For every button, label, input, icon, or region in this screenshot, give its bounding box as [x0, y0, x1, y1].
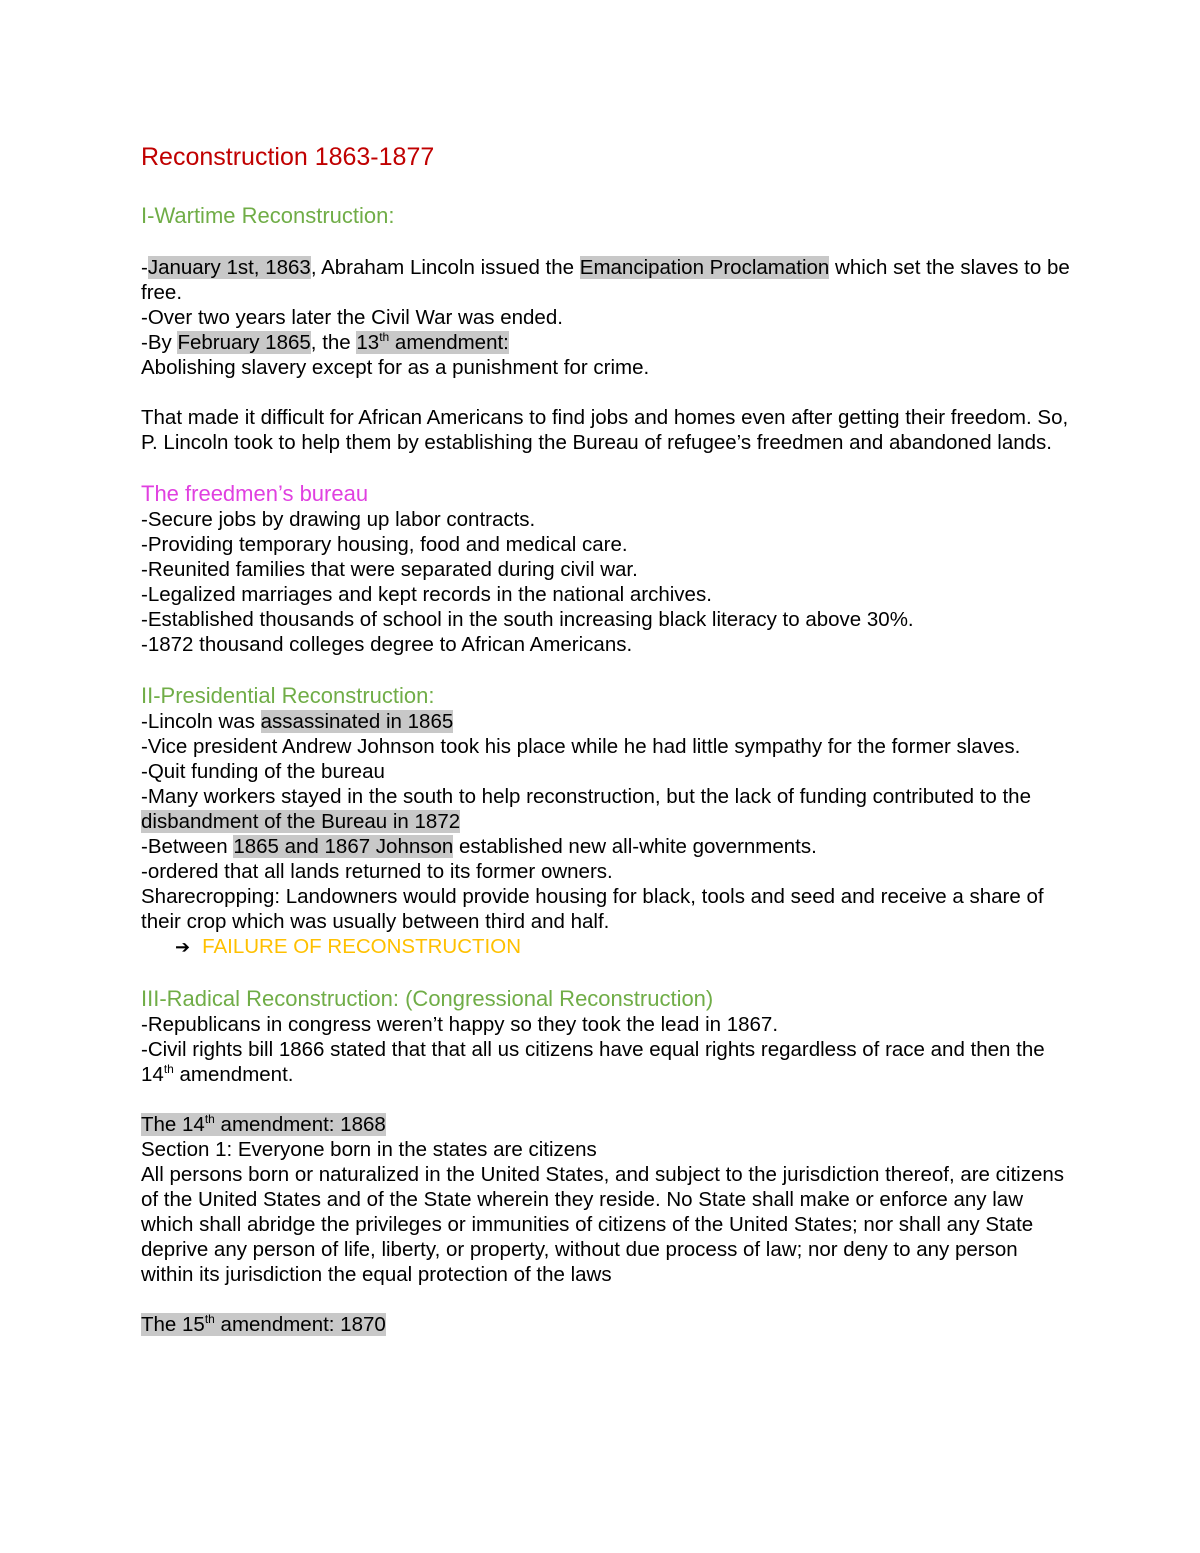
paragraph-section-1: Section 1: Everyone born in the states are citizens [141, 1138, 597, 1161]
list-item: -Providing temporary housing, food and medical care. [141, 533, 628, 556]
paragraph-emancipation: -January 1st, 1863, Abraham Lincoln issued the Emancipation Proclamation which set the slaves to be free. [141, 256, 1070, 304]
paragraph-disbandment: -Many workers stayed in the south to help reconstruction, but the lack of funding contributed to the disbandment of the Bureau in 1872 [141, 785, 1031, 833]
heading-15th-amendment [141, 1312, 1071, 1337]
document-page [141, 142, 1071, 1337]
list-item: -Legalized marriages and kept records in the national archives. [141, 583, 712, 606]
section-heading-radical: III-Radical Reconstruction: (Congressional Reconstruction) [141, 986, 714, 1011]
paragraph-quit-funding: -Quit funding of the bureau [141, 760, 385, 783]
highlight-15th: The 15th amendment: 1870 [141, 1312, 386, 1336]
page-title: Reconstruction 1863-1877 [141, 143, 435, 171]
highlight-feb-1865: February 1865 [177, 331, 311, 354]
paragraph-all-white: -Between 1865 and 1867 Johnson established new all-white governments. [141, 835, 817, 858]
highlight-date: January 1st, 1863 [147, 256, 311, 279]
section-heading-presidential: II-Presidential Reconstruction: [141, 683, 435, 708]
highlight-1865-1867: 1865 and 1867 Johnson [233, 835, 454, 858]
highlight-13th: 13th amendment: [356, 330, 509, 354]
paragraph-assassinated: -Lincoln was assassinated in 1865 [141, 710, 454, 733]
paragraph-14th-text: All persons born or naturalized in the United States, and subject to the jurisdiction thereof, are citizens of the United States and of the State wherein they reside. No State shall make or enforce any law which shall abridge the privileges or immunities of citizens of the United States; nor shall any State deprive any person of life, liberty, or property, without due process of law; nor deny to any person within its jurisdiction the equal protection of the laws [141, 1163, 1065, 1286]
arrow-right-icon: ➔ [175, 937, 191, 957]
highlight-assassinated: assassinated in 1865 [260, 710, 454, 733]
failure-bullet: ➔ FAILURE OF RECONSTRUCTION [175, 935, 522, 958]
paragraph-13th-amendment: -By February 1865, the 13th amendment: [141, 330, 509, 354]
list-item: -1872 thousand colleges degree to African Americans. [141, 633, 633, 656]
list-item: -Reunited families that were separated during civil war. [141, 558, 638, 581]
list-item: -Established thousands of school in the south increasing black literacy to above 30%. [141, 608, 914, 631]
highlight-proclamation: Emancipation Proclamation [579, 256, 830, 279]
paragraph-war-ended: -Over two years later the Civil War was ended. [141, 306, 563, 329]
heading-14th-amendment [141, 1112, 1071, 1137]
section-heading-bureau: The freedmen’s bureau [141, 481, 369, 506]
paragraph-lands: -ordered that all lands returned to its former owners. [141, 860, 613, 883]
paragraph-civil-rights-bill: -Civil rights bill 1866 stated that that all us citizens have equal rights regardless of race and then the 14th amendment. [141, 1038, 1045, 1086]
paragraph-republicans: -Republicans in congress weren’t happy so they took the lead in 1867. [141, 1013, 779, 1036]
section-heading-wartime: I-Wartime Reconstruction: [141, 203, 395, 228]
highlight-disbandment: disbandment of the Bureau in 1872 [141, 810, 461, 833]
paragraph-bureau-intro: That made it difficult for African Americans to find jobs and homes even after getting their freedom. So, P. Lincoln took to help them by establishing the Bureau of refugee’s freedmen and abandoned lands. [141, 406, 1069, 454]
paragraph-abolishing: Abolishing slavery except for as a punishment for crime. [141, 356, 650, 379]
list-item: -Secure jobs by drawing up labor contracts. [141, 508, 536, 531]
paragraph-johnson: -Vice president Andrew Johnson took his place while he had little sympathy for the former slaves. [141, 735, 1021, 758]
paragraph-sharecropping: Sharecropping: Landowners would provide housing for black, tools and seed and receive a share of their crop which was usually between third and half. [141, 885, 1044, 933]
highlight-14th: The 14th amendment: 1868 [141, 1112, 386, 1136]
